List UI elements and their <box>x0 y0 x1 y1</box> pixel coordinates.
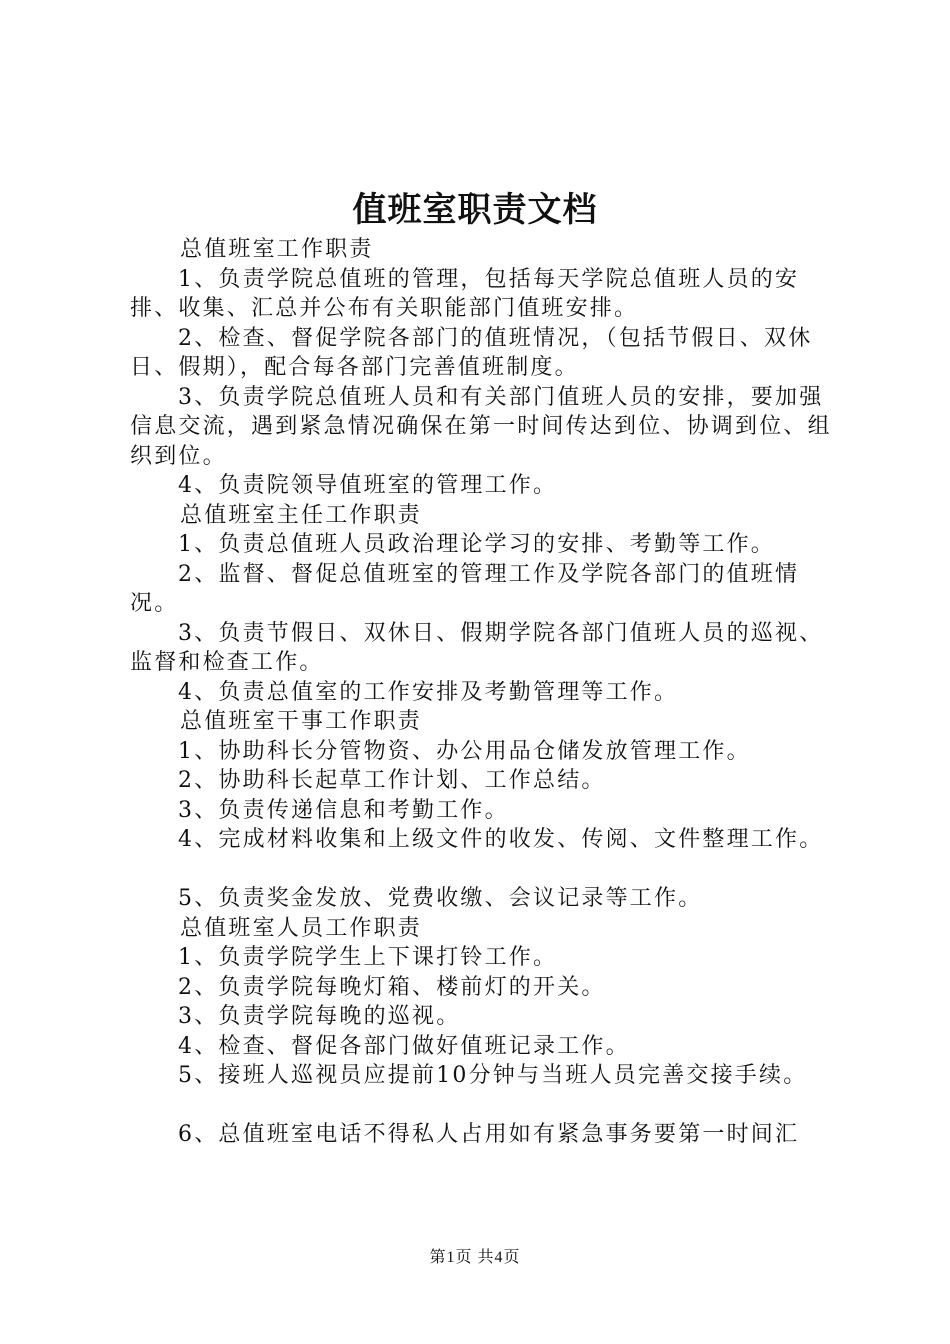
paragraph: 1、负责学院总值班的管理，包括每天学院总值班人员的安排、收集、汇总并公布有关职能部门值班安排。 <box>130 266 800 321</box>
paragraph: 4、负责总值室的工作安排及考勤管理等工作。 <box>178 679 679 705</box>
paragraph: 2、监督、督促总值班室的管理工作及学院各部门的值班情况。 <box>130 561 800 616</box>
paragraph: 1、负责学院学生上下课打铃工作。 <box>178 945 558 970</box>
paragraph: 6、总值班室电话不得私人占用如有紧急事务要第一时间汇 <box>178 1122 800 1147</box>
page-footer: 第1页 共4页 <box>429 1249 521 1266</box>
paragraph: 3、负责传递信息和考勤工作。 <box>178 797 509 823</box>
section-heading: 总值班室主任工作职责 <box>180 502 423 528</box>
paragraph: 5、接班人巡视员应提前10分钟与当班人员完善交接手续。 <box>178 1063 808 1088</box>
paragraph: 2、协助科长起草工作计划、工作总结。 <box>178 768 606 793</box>
paragraph: 3、负责学院每晚的巡视。 <box>178 1004 461 1029</box>
section-heading: 总值班室工作职责 <box>180 237 374 262</box>
blank-line <box>130 855 835 885</box>
section-heading: 总值班室人员工作职责 <box>180 915 423 941</box>
paragraph: 2、负责学院每晚灯箱、楼前灯的开关。 <box>178 974 606 1000</box>
paragraph: 2、检查、督促学院各部门的值班情况，（包括节假日、双休日、假期），配合每各部门完善值班制度。 <box>130 325 813 380</box>
paragraph: 3、负责节假日、双休日、假期学院各部门值班人员的巡视、监督和检查工作。 <box>130 620 824 675</box>
document-body <box>130 235 835 1150</box>
paragraph: 3、负责学院总值班人员和有关部门值班人员的安排，要加强信息交流，遇到紧急情况确保在第一时间传达到位、协调到位、组织到位。 <box>130 384 832 469</box>
paragraph: 1、协助科长分管物资、办公用品仓储发放管理工作。 <box>178 738 751 764</box>
document-title: 值班室职责文档 <box>352 190 598 230</box>
paragraph: 4、完成材料收集和上级文件的收发、传阅、文件整理工作。 <box>178 827 824 852</box>
paragraph: 4、检查、督促各部门做好值班记录工作。 <box>178 1033 630 1059</box>
blank-line <box>130 1091 835 1121</box>
paragraph: 5、负责奖金发放、党费收缴、会议记录等工作。 <box>178 886 703 911</box>
paragraph: 1、负责总值班人员政治理论学习的安排、考勤等工作。 <box>178 532 775 557</box>
section-heading: 总值班室干事工作职责 <box>180 709 423 734</box>
paragraph: 4、负责院领导值班室的管理工作。 <box>178 473 558 498</box>
